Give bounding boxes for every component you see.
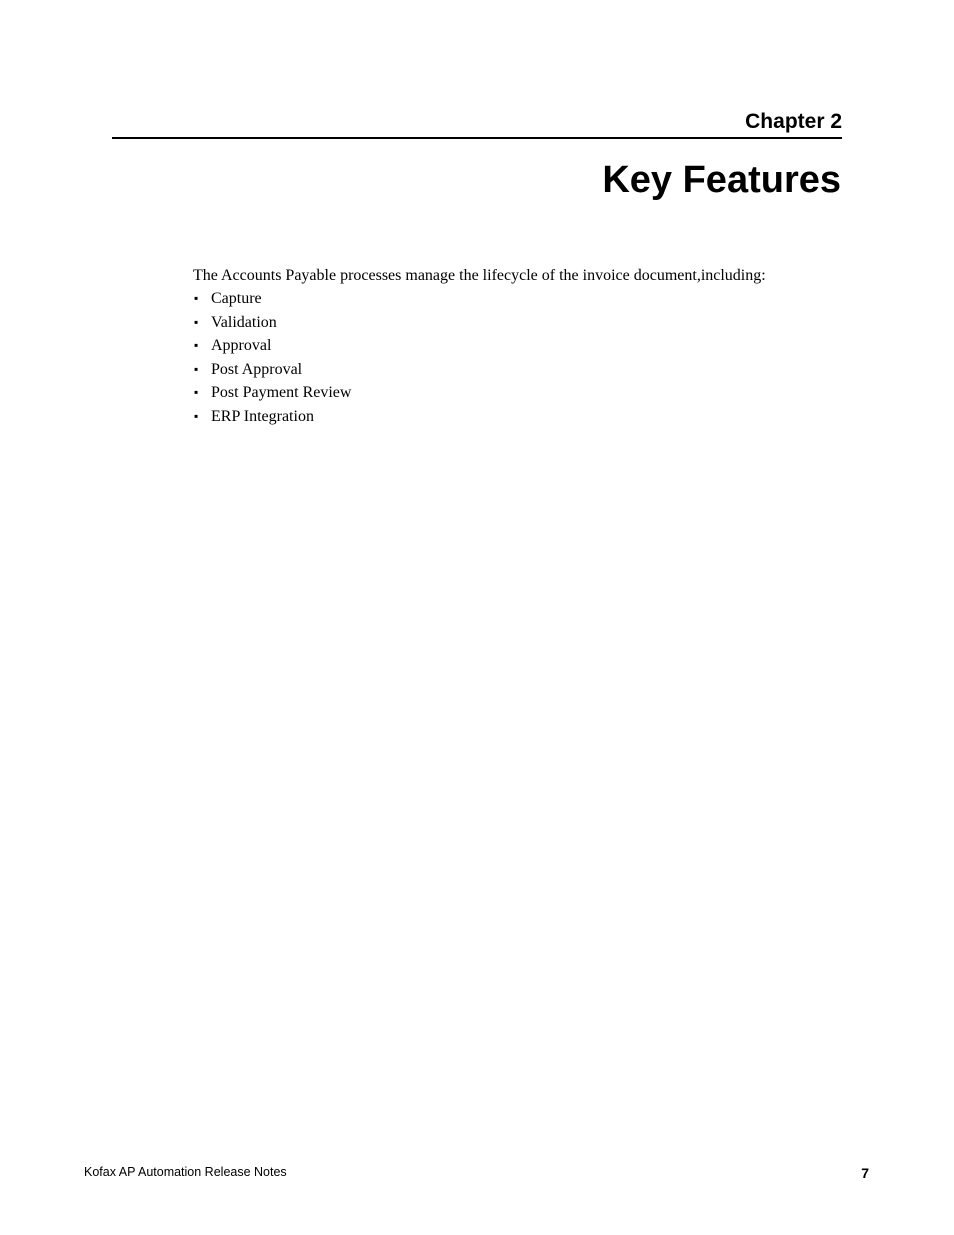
- footer-document-title: Kofax AP Automation Release Notes: [84, 1165, 287, 1179]
- bullet-icon: ▪: [194, 361, 199, 376]
- list-item: [193, 405, 853, 429]
- bullet-icon: ▪: [194, 385, 199, 399]
- list-item-label: Validation: [211, 313, 277, 331]
- list-item: [193, 358, 853, 382]
- list-item: [193, 381, 853, 405]
- list-item-label: Post Payment Review: [211, 384, 352, 401]
- list-item-label: Post Approval: [211, 360, 303, 378]
- bullet-icon: ▪: [194, 314, 199, 329]
- list-item-label: ERP Integration: [211, 407, 314, 425]
- list-item: [193, 334, 853, 358]
- intro-paragraph: The Accounts Payable processes manage the lifecycle of the invoice document,including:: [193, 267, 766, 284]
- list-item: [193, 287, 853, 311]
- list-item-label: Capture: [211, 290, 262, 307]
- chapter-divider: [112, 137, 842, 139]
- list-item-label: Approval: [211, 337, 272, 354]
- bullet-icon: ▪: [194, 408, 199, 423]
- page-number: 7: [861, 1165, 869, 1181]
- page-title: Key Features: [602, 159, 841, 201]
- list-item: [193, 311, 853, 335]
- body-content: [193, 264, 853, 428]
- bullet-icon: ▪: [194, 291, 199, 305]
- bullet-icon: ▪: [194, 338, 199, 352]
- feature-list: [193, 287, 853, 428]
- chapter-label: Chapter 2: [745, 110, 842, 133]
